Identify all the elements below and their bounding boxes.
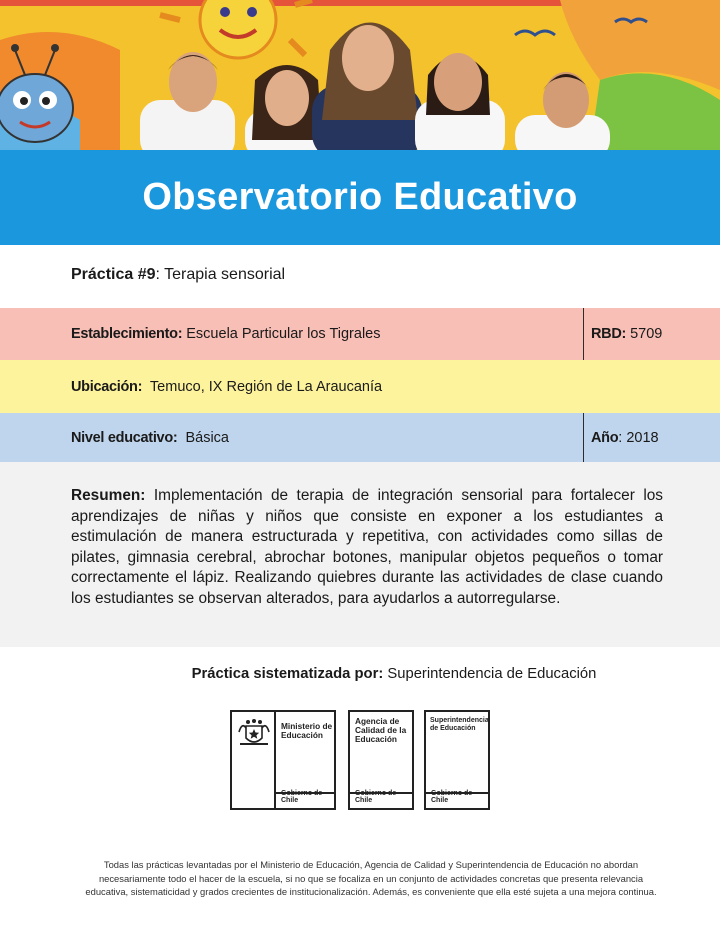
agencia-name	[355, 717, 406, 744]
establishment-value: Escuela Particular los Tigrales	[182, 326, 381, 342]
ministerio-name-line1: Ministerio de	[281, 721, 333, 731]
agencia-logo	[348, 710, 414, 810]
level-cell	[0, 413, 583, 462]
establishment-label: Establecimiento:	[71, 326, 183, 342]
summary-label: Resumen:	[71, 487, 146, 504]
establishment-cell	[0, 308, 583, 360]
superintendencia-logo	[424, 710, 490, 810]
systematized-value: Superintendencia de Educación	[383, 666, 597, 682]
year-cell	[583, 413, 720, 462]
practice-value: : Terapia sensorial	[155, 266, 286, 283]
footer-line-3: educativa, sistematicidad y grados crecientes de institucionalización. Además, es conveniente que ella esté sujeta a una mejora continua.	[85, 886, 657, 897]
agencia-gobierno: Gobierno de Chile	[355, 790, 397, 804]
location-row	[0, 360, 720, 413]
systematized-label: Práctica sistematizada por:	[191, 666, 384, 682]
establishment-row	[0, 308, 720, 360]
agencia-name-line2: Calidad de la	[355, 725, 407, 735]
level-label: Nivel educativo:	[71, 429, 178, 446]
footer-disclaimer	[0, 858, 720, 899]
summary-text: Implementación de terapia de integración sensorial para fortalecer los aprendizajes de niñas y niños que consiste en exponer a los estudiantes a estimulación de manera estructurada y repetitiva, con actividades como sillas de pilates, gimnasia cerebral, abrochar botones, manipular objetos pequeños o tomar correctamente el lápiz. Realizando quiebres durante las actividades de clase cuando los estudiantes se observan alterados, para ayudarlos a autorregularse.	[71, 487, 663, 607]
summary-paragraph	[71, 486, 663, 609]
footer-line-2: necesariamente todo el hacer de la escuela, si no que se focaliza en un conjunto de actividades concretas que presenta relevancia	[98, 872, 644, 884]
ministerio-gobierno: Gobierno de Chile	[281, 790, 323, 804]
title-banner	[0, 150, 720, 245]
location-label: Ubicación:	[71, 378, 143, 395]
hero-photo	[0, 0, 720, 150]
level-value: Básica	[177, 429, 229, 446]
chile-coat-of-arms-icon	[237, 718, 271, 748]
superintendencia-name	[430, 717, 489, 733]
systematized-by-line	[0, 666, 720, 682]
classroom-photo-icon	[0, 0, 720, 150]
footer-line-1: Todas las prácticas levantadas por el Ministerio de Educación, Agencia de Calidad y Superintendencia de Educación no abordan	[103, 859, 639, 870]
ministerio-logo	[230, 710, 336, 810]
ministerio-name-line2: Educación	[281, 730, 323, 740]
ministerio-name	[281, 722, 332, 740]
summary-section	[0, 462, 720, 647]
superintendencia-gobierno: Gobierno de Chile	[431, 790, 473, 804]
location-value: Temuco, IX Región de La Araucanía	[142, 378, 383, 395]
ministerio-shield-column	[232, 712, 276, 808]
rbd-cell	[583, 308, 720, 360]
superintendencia-name-line2: de Educación	[430, 725, 476, 732]
level-row	[0, 413, 720, 462]
practice-label: Práctica #9	[71, 266, 156, 283]
rbd-value: 5709	[626, 326, 663, 342]
agencia-name-line1: Agencia de	[355, 716, 400, 726]
page-title: Observatorio Educativo	[142, 176, 578, 218]
agencia-name-line3: Educación	[355, 734, 397, 744]
year-value: : 2018	[618, 429, 659, 446]
location-cell	[0, 360, 720, 413]
year-label: Año	[591, 429, 619, 446]
rbd-label: RBD:	[591, 326, 627, 342]
superintendencia-name-line1: Superintendencia	[430, 717, 489, 724]
practice-line	[71, 266, 285, 284]
